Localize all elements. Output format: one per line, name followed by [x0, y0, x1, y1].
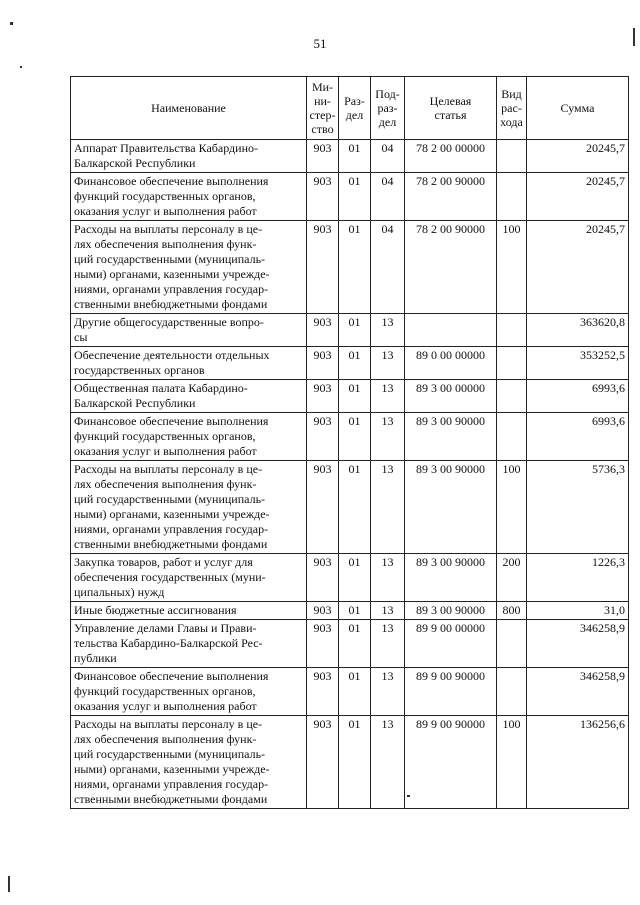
- cell-subsection: 13: [371, 461, 405, 554]
- cell-section: 01: [339, 668, 371, 716]
- scan-mark: [20, 66, 22, 68]
- cell-target: 89 3 00 00000: [405, 380, 497, 413]
- cell-target: 89 3 00 90000: [405, 554, 497, 602]
- table-row: [71, 620, 629, 668]
- table-row: [71, 314, 629, 347]
- cell-name: Иные бюджетные ассигнования: [71, 602, 307, 620]
- cell-name: Расходы на выплаты персоналу в це- лях обеспечения выполнения функ- ций государственными (муниципаль- ными) органами, казенными учрежде- ниями, органами управления государ- ственными внебюджетными фондами: [71, 461, 307, 554]
- cell-ministry: 903: [307, 347, 339, 380]
- cell-sum: 20245,7: [527, 140, 629, 173]
- cell-subsection: 13: [371, 314, 405, 347]
- table-row: [71, 173, 629, 221]
- cell-section: 01: [339, 620, 371, 668]
- cell-expense-type: 100: [497, 221, 527, 314]
- cell-expense-type: [497, 314, 527, 347]
- cell-subsection: 13: [371, 602, 405, 620]
- table-row: [71, 140, 629, 173]
- scan-mark: [633, 28, 635, 46]
- cell-name: Финансовое обеспечение выполнения функций государственных органов, оказания услуг и выполнения работ: [71, 173, 307, 221]
- cell-section: 01: [339, 380, 371, 413]
- table-row: [71, 602, 629, 620]
- cell-target: 89 9 00 90000: [405, 668, 497, 716]
- header-name: Наименование: [71, 77, 307, 140]
- cell-sum: 6993,6: [527, 413, 629, 461]
- cell-section: 01: [339, 602, 371, 620]
- cell-ministry: 903: [307, 668, 339, 716]
- cell-target: 89 3 00 90000: [405, 461, 497, 554]
- cell-ministry: 903: [307, 380, 339, 413]
- cell-ministry: 903: [307, 620, 339, 668]
- table-row: [71, 716, 629, 809]
- table-row: [71, 380, 629, 413]
- cell-ministry: 903: [307, 554, 339, 602]
- cell-sum: 346258,9: [527, 620, 629, 668]
- cell-name: Общественная палата Кабардино- Балкарской Республики: [71, 380, 307, 413]
- cell-section: 01: [339, 173, 371, 221]
- cell-ministry: 903: [307, 716, 339, 809]
- scan-mark: [10, 22, 13, 25]
- cell-name: Финансовое обеспечение выполнения функций государственных органов, оказания услуг и выполнения работ: [71, 668, 307, 716]
- cell-ministry: 903: [307, 602, 339, 620]
- table-row: [71, 668, 629, 716]
- cell-subsection: 04: [371, 140, 405, 173]
- header-subsection: Под- раз- дел: [371, 77, 405, 140]
- cell-subsection: 13: [371, 554, 405, 602]
- table-row: [71, 413, 629, 461]
- cell-subsection: 04: [371, 173, 405, 221]
- header-row: [71, 77, 629, 140]
- cell-expense-type: 100: [497, 461, 527, 554]
- table-row: [71, 554, 629, 602]
- header-expense-type: Вид рас- хода: [497, 77, 527, 140]
- cell-target: 78 2 00 90000: [405, 221, 497, 314]
- cell-section: 01: [339, 221, 371, 314]
- cell-name: Управление делами Главы и Прави- тельства Кабардино-Балкарской Рес- публики: [71, 620, 307, 668]
- page-number: 51: [313, 36, 327, 51]
- cell-section: 01: [339, 716, 371, 809]
- cell-name: Другие общегосударственные вопро- сы: [71, 314, 307, 347]
- cell-sum: 1226,3: [527, 554, 629, 602]
- cell-sum: 346258,9: [527, 668, 629, 716]
- cell-ministry: 903: [307, 314, 339, 347]
- cell-target: 78 2 00 90000: [405, 173, 497, 221]
- header-section: Раз- дел: [339, 77, 371, 140]
- cell-ministry: 903: [307, 173, 339, 221]
- cell-target: 89 3 00 90000: [405, 602, 497, 620]
- header-target: Целевая статья: [405, 77, 497, 140]
- cell-target: 89 9 00 90000: [405, 716, 497, 809]
- cell-section: 01: [339, 461, 371, 554]
- cell-subsection: 13: [371, 413, 405, 461]
- cell-subsection: 13: [371, 668, 405, 716]
- cell-name: Расходы на выплаты персоналу в це- лях обеспечения выполнения функ- ций государственными (муниципаль- ными) органами, казенными учрежде- ниями, органами управления государ- ственными внебюджетными фондами: [71, 221, 307, 314]
- cell-name: Обеспечение деятельности отдельных государственных органов: [71, 347, 307, 380]
- cell-ministry: 903: [307, 413, 339, 461]
- cell-expense-type: [497, 173, 527, 221]
- cell-section: 01: [339, 554, 371, 602]
- cell-ministry: 903: [307, 461, 339, 554]
- cell-target: 89 3 00 90000: [405, 413, 497, 461]
- cell-sum: 136256,6: [527, 716, 629, 809]
- cell-expense-type: [497, 140, 527, 173]
- cell-sum: 20245,7: [527, 173, 629, 221]
- cell-subsection: 04: [371, 221, 405, 314]
- cell-subsection: 13: [371, 347, 405, 380]
- cell-expense-type: [497, 668, 527, 716]
- cell-sum: 31,0: [527, 602, 629, 620]
- header-sum: Сумма: [527, 77, 629, 140]
- cell-target: 89 9 00 00000: [405, 620, 497, 668]
- table-row: [71, 461, 629, 554]
- cell-section: 01: [339, 140, 371, 173]
- cell-ministry: 903: [307, 221, 339, 314]
- cell-sum: 5736,3: [527, 461, 629, 554]
- cell-section: 01: [339, 314, 371, 347]
- table-row: [71, 347, 629, 380]
- header-ministry: Ми- ни- стер- ство: [307, 77, 339, 140]
- table-row: [71, 221, 629, 314]
- cell-subsection: 13: [371, 380, 405, 413]
- cell-ministry: 903: [307, 140, 339, 173]
- cell-name: Финансовое обеспечение выполнения функций государственных органов, оказания услуг и выполнения работ: [71, 413, 307, 461]
- cell-expense-type: [497, 347, 527, 380]
- cell-expense-type: 100: [497, 716, 527, 809]
- cell-expense-type: 200: [497, 554, 527, 602]
- cell-name: Расходы на выплаты персоналу в це- лях обеспечения выполнения функ- ций государственными (муниципаль- ными) органами, казенными учрежде- ниями, органами управления государ- ственными внебюджетными фондами: [71, 716, 307, 809]
- cell-expense-type: 800: [497, 602, 527, 620]
- cell-subsection: 13: [371, 716, 405, 809]
- cell-sum: 363620,8: [527, 314, 629, 347]
- cell-expense-type: [497, 380, 527, 413]
- cell-sum: 353252,5: [527, 347, 629, 380]
- cell-expense-type: [497, 413, 527, 461]
- cell-section: 01: [339, 413, 371, 461]
- scan-mark: [8, 876, 10, 892]
- cell-expense-type: [497, 620, 527, 668]
- cell-target: 78 2 00 00000: [405, 140, 497, 173]
- cell-name: Аппарат Правительства Кабардино- Балкарской Республики: [71, 140, 307, 173]
- cell-sum: 20245,7: [527, 221, 629, 314]
- cell-name: Закупка товаров, работ и услуг для обеспечения государственных (муни- ципальных) нужд: [71, 554, 307, 602]
- cell-subsection: 13: [371, 620, 405, 668]
- budget-table: [70, 76, 629, 809]
- cell-target: [405, 314, 497, 347]
- cell-section: 01: [339, 347, 371, 380]
- cell-target: 89 0 00 00000: [405, 347, 497, 380]
- cell-sum: 6993,6: [527, 380, 629, 413]
